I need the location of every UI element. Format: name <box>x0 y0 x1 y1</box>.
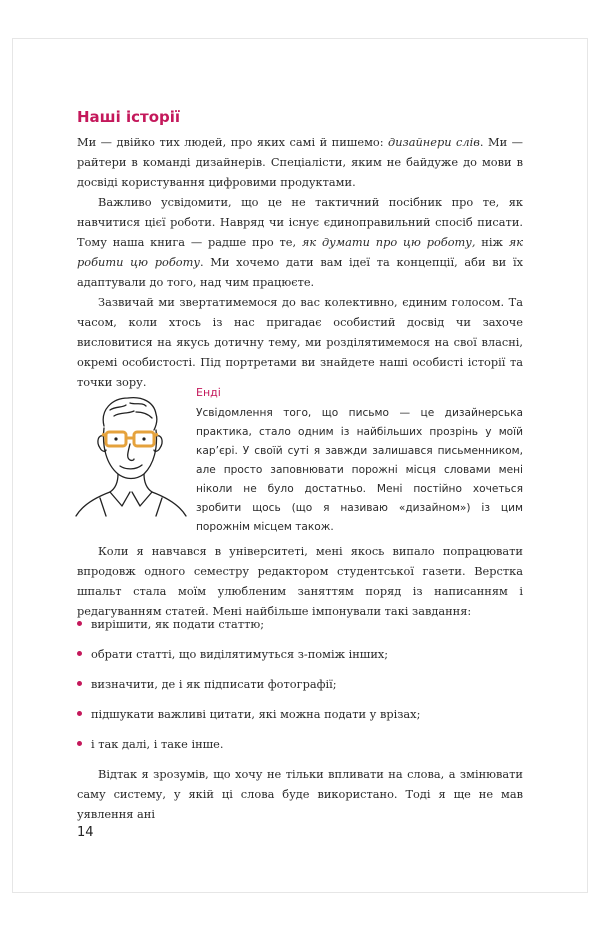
author-name: Енді <box>196 386 221 399</box>
bullet-icon <box>77 711 82 716</box>
text-run: . Ми хочемо дати вам ідеї та концепції, аби ви їх адаптували до того, над чим працюєте. <box>77 255 523 289</box>
italic-phrase: як робити цю роботу <box>77 235 524 269</box>
italic-phrase: як думати про цю роботу, <box>301 235 476 249</box>
list-item-text: вирішити, як подати статтю; <box>91 617 265 631</box>
task-list <box>77 614 523 764</box>
list-item-text: визначити, де і як підписати фотографії; <box>91 677 337 691</box>
list-item <box>77 674 523 704</box>
text-run: Важливо усвідомити, що це не тактичний посібник про те, як навчитися цієї роботи. Навряд чи існує єдиноправильний спосіб писати. Тому наша книга — радше про те, <box>77 195 523 249</box>
list-item <box>77 644 523 674</box>
body-paragraph <box>77 192 523 292</box>
italic-phrase: дизайнери слів <box>388 135 480 149</box>
bullet-icon <box>77 681 82 686</box>
list-item <box>77 734 523 764</box>
page-number: 14 <box>77 825 94 840</box>
text-run: Ми — двійко тих людей, про яких самі й пишемо: <box>77 135 389 149</box>
bullet-icon <box>77 741 82 746</box>
author-portrait <box>70 388 192 518</box>
list-item-text: підшукати важливі цитати, які можна подати у врізах; <box>91 707 421 721</box>
bullet-icon <box>77 621 82 626</box>
list-item <box>77 614 523 644</box>
list-item-text: і так далі, і таке інше. <box>91 737 224 751</box>
list-item-text: обрати статті, що виділятимуться з-поміж інших; <box>91 647 389 661</box>
body-paragraph: Зазвичай ми звертатимемося до вас колективно, єдиним голосом. Та часом, коли хтось із нас пригадає особистий досвід чи захоче висловитися на якусь дотичну тему, ми розділятимемося на свої власні, окремі особистості. Під портретами ви знайдете наші особисті історії та точки зору. <box>77 295 523 389</box>
text-run: ніж <box>475 235 509 249</box>
section-title: Наші історії <box>77 108 181 126</box>
body-paragraph: Коли я навчався в університеті, мені якось випало попрацювати впродовж одного семестру редактором студентської газети. Верстка шпальт стала моїм улюбленим заняттям поряд із написанням і редагуванням статей. Мені найбільше імпонували такі завдання: <box>77 544 523 618</box>
intro-paragraph <box>77 132 523 192</box>
text-run: . Ми — райтери в команді дизайнерів. Спеціалісти, яким не байдуже до мови в досвіді користування цифровими продуктами. <box>77 135 524 189</box>
list-item <box>77 704 523 734</box>
bullet-icon <box>77 651 82 656</box>
author-story: Усвідомлення того, що письмо — це дизайнерська практика, стало одним із найбільших прозрінь у моїй кар’єрі. У своїй суті я завжди залишався письменником, але просто заповнювати порожні місця словами мені ніколи не було достатньо. Мені постійно хочеться зробити щось (що я називаю «дизайном») із цим порожнім місцем також. <box>196 407 523 533</box>
body-paragraph: Відтак я зрозумів, що хочу не тільки впливати на слова, а змінювати саму систему, у якій ці слова буде використано. Тоді я ще не мав уявлення ані <box>77 767 523 821</box>
